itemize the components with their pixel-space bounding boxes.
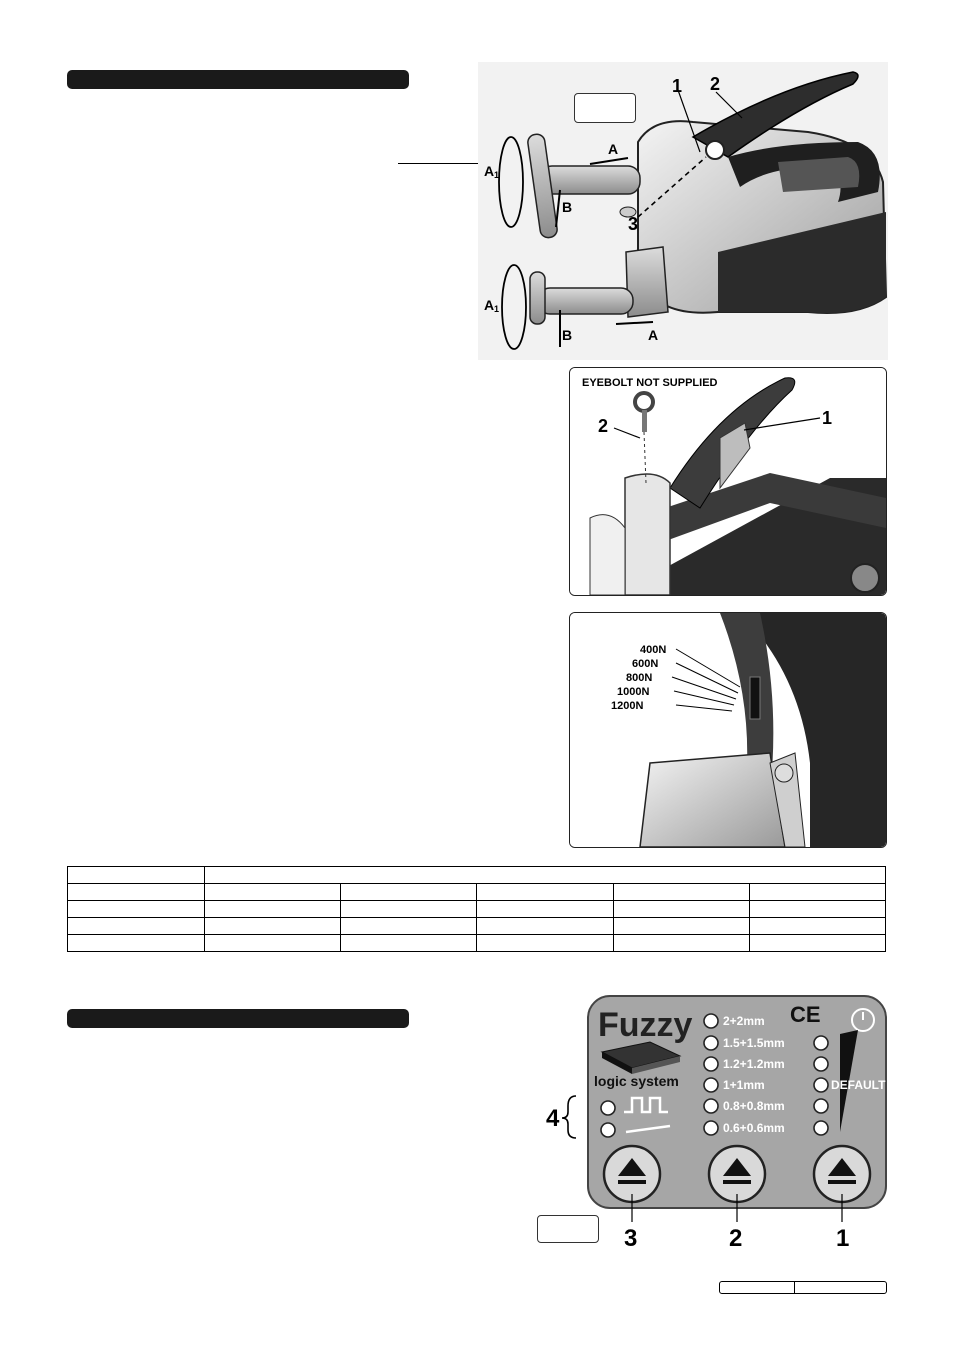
time-button[interactable] <box>814 1146 870 1202</box>
table-row <box>68 918 886 935</box>
table-cell <box>68 935 205 952</box>
page-reference-box <box>719 1281 887 1294</box>
continuous-mode-led <box>601 1123 615 1137</box>
table-cell <box>68 884 205 901</box>
figure-panel-tag <box>537 1215 599 1243</box>
figure1-letter-b-top: B <box>562 199 573 215</box>
spring-eyebolt-illustration <box>570 368 886 595</box>
figure2-caption: EYEBOLT NOT SUPPLIED <box>582 377 718 389</box>
force-label-1000: 1000N <box>617 686 650 698</box>
pulse-mode-led <box>601 1101 615 1115</box>
force-label-600: 600N <box>632 658 659 670</box>
spring-eyebolt-figure <box>569 367 887 596</box>
table-row <box>68 884 886 901</box>
table-cell <box>749 918 885 935</box>
ce-mark: CE <box>790 1002 821 1027</box>
table-cell <box>477 935 613 952</box>
thickness-button[interactable] <box>709 1146 765 1202</box>
figure1-tag <box>574 93 636 123</box>
control-panel-illustration <box>540 990 890 1250</box>
table-cell <box>477 901 613 918</box>
panel-brand: Fuzzy <box>598 1006 693 1044</box>
table-cell <box>205 901 341 918</box>
table-cell <box>341 918 477 935</box>
arm-adjustment-illustration <box>478 62 888 360</box>
table-cell <box>749 901 885 918</box>
table-cell <box>341 935 477 952</box>
force-label-800: 800N <box>626 672 653 684</box>
figure1-letter-a1-bottom: A <box>484 297 495 313</box>
table-cell <box>613 884 749 901</box>
table-row <box>68 901 886 918</box>
figure1-callout-3: 3 <box>628 214 639 234</box>
table-cell <box>205 918 341 935</box>
figure1-letter-a-bottom: A <box>648 327 659 343</box>
figure1-letter-a1-top-sub: 1 <box>494 170 500 180</box>
table-cell <box>205 884 341 901</box>
thickness-option-2: 1.5+1.5mm <box>723 1036 785 1050</box>
group-brace <box>562 1096 576 1138</box>
table-cell <box>613 935 749 952</box>
thickness-option-3: 1.2+1.2mm <box>723 1057 785 1071</box>
panel-callout-2: 2 <box>729 1225 743 1250</box>
arm-adjustment-figure <box>478 62 888 360</box>
panel-callout-1: 1 <box>836 1225 850 1250</box>
table-cell <box>477 884 613 901</box>
section-header-bar-1 <box>67 70 409 89</box>
force-setting-figure <box>569 612 887 848</box>
thickness-option-1: 2+2mm <box>723 1014 765 1028</box>
figure1-callout-2: 2 <box>710 74 721 94</box>
figure1-letter-a1-bottom-sub: 1 <box>494 304 500 314</box>
force-setting-illustration <box>570 613 886 847</box>
control-panel-figure <box>540 990 890 1250</box>
table-cell <box>749 884 885 901</box>
section-header-bar-2 <box>67 1009 409 1028</box>
figure1-letter-b-bottom: B <box>562 327 573 343</box>
table-cell <box>341 901 477 918</box>
table-cell <box>205 867 886 884</box>
table-cell <box>205 935 341 952</box>
table-row <box>68 935 886 952</box>
panel-callout-3: 3 <box>624 1225 638 1250</box>
table-cell <box>749 935 885 952</box>
specification-table <box>67 866 886 952</box>
figure1-letter-a1-top: A <box>484 163 495 179</box>
figure1-letter-a-top: A <box>608 141 619 157</box>
table-cell <box>613 918 749 935</box>
force-label-1200: 1200N <box>611 700 644 712</box>
thickness-option-6: 0.6+0.6mm <box>723 1121 785 1135</box>
default-label: DEFAULT <box>831 1078 886 1092</box>
figure1-pointer-line <box>398 163 478 164</box>
figure2-callout-1: 1 <box>822 408 833 428</box>
table-cell <box>613 901 749 918</box>
table-cell <box>341 884 477 901</box>
panel-subtitle: logic system <box>594 1073 679 1089</box>
figure2-callout-2: 2 <box>598 416 609 436</box>
table-cell <box>68 918 205 935</box>
figure1-callout-1: 1 <box>672 76 683 96</box>
thickness-option-4: 1+1mm <box>723 1078 765 1092</box>
table-cell <box>68 901 205 918</box>
table-cell <box>68 867 205 884</box>
table-row <box>68 867 886 884</box>
panel-group-label: 4 <box>546 1105 560 1132</box>
force-label-400: 400N <box>640 644 667 656</box>
thickness-option-5: 0.8+0.8mm <box>723 1099 785 1113</box>
table-cell <box>477 918 613 935</box>
mode-button[interactable] <box>604 1146 660 1202</box>
